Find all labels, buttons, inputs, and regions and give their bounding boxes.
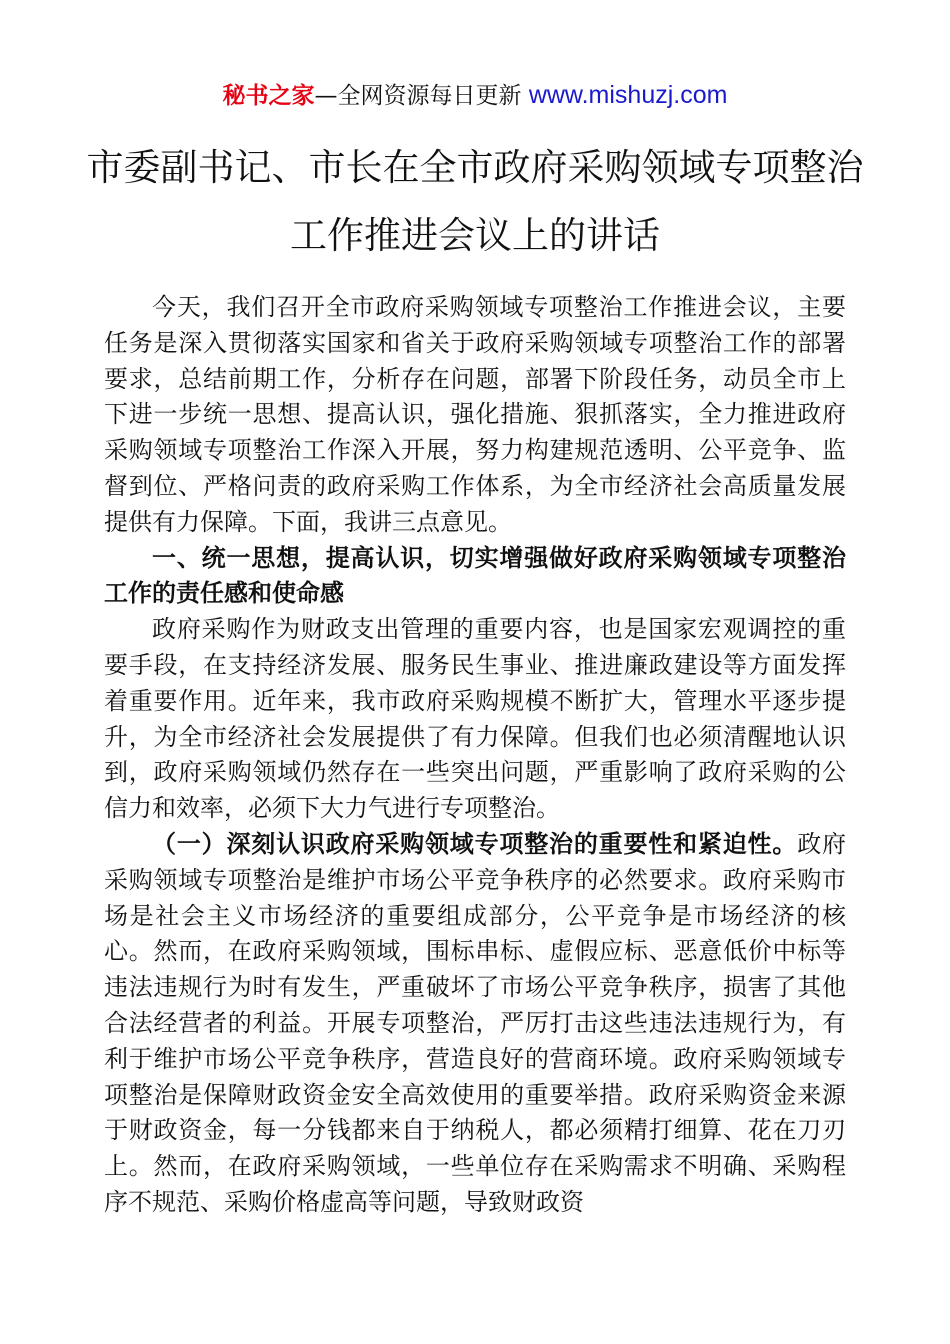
section-heading-1: 一、统一思想，提高认识，切实增强做好政府采购领域专项整治工作的责任感和使命感 bbox=[104, 543, 846, 608]
site-header bbox=[0, 78, 950, 113]
subsection-heading-1: （一）深刻认识政府采购领域专项整治的重要性和紧迫性。 bbox=[152, 829, 798, 858]
site-url-link[interactable]: www.mishuzj.com bbox=[528, 81, 728, 109]
document-title-line-1: 市委副书记、市长在全市政府采购领域专项整治 bbox=[86, 146, 864, 189]
site-tagline: —全网资源每日更新 bbox=[314, 83, 529, 109]
subsection-text: 政府采购领域专项整治是维护市场公平竞争秩序的必然要求。政府采购市场是社会主义市场经济的重要组成部分，公平竞争是市场经济的核心。然而，在政府采购领域，围标串标、虚假应标、恶意低价中标等违法违规行为时有发生，严重破坏了市场公平竞争秩序，损害了其他合法经营者的利益。开展专项整治，严厉打击这些违法违规行为，有利于维护市场公平竞争秩序，营造良好的营商环境。政府采购领域专项整治是保障财政资金安全高效使用的重要举措。政府采购资金来源于财政资金，每一分钱都来自于纳税人，都必须精打细算、花在刀刃上。然而，在政府采购领域，一些单位存在采购需求不明确、采购程序不规范、采购价格虚高等问题，导致财政资 bbox=[104, 829, 847, 1216]
body-paragraph: 政府采购作为财政支出管理的重要内容，也是国家宏观调控的重要手段，在支持经济发展、服务民生事业、推进廉政建设等方面发挥着重要作用。近年来，我市政府采购规模不断扩大，管理水平逐步提升，为全市经济社会发展提供了有力保障。但我们也必须清醒地认识到，政府采购领域仍然存在一些突出问题，严重影响了政府采购的公信力和效率，必须下大力气进行专项整治。 bbox=[104, 615, 846, 823]
document-body bbox=[104, 290, 846, 1221]
document-title-line-2: 工作推进会议上的讲话 bbox=[290, 214, 660, 257]
intro-paragraph: 今天，我们召开全市政府采购领域专项整治工作推进会议，主要任务是深入贯彻落实国家和省关于政府采购领域专项整治工作的部署要求，总结前期工作，分析存在问题，部署下阶段任务，动员全市上下进一步统一思想、提高认识，强化措施、狠抓落实，全力推进政府采购领域专项整治工作深入开展，努力构建规范透明、公平竞争、监督到位、严格问责的政府采购工作体系，为全市经济社会高质量发展提供有力保障。下面，我讲三点意见。 bbox=[104, 293, 846, 536]
subsection-paragraph bbox=[104, 827, 846, 1221]
site-brand: 秘书之家 bbox=[222, 83, 315, 109]
